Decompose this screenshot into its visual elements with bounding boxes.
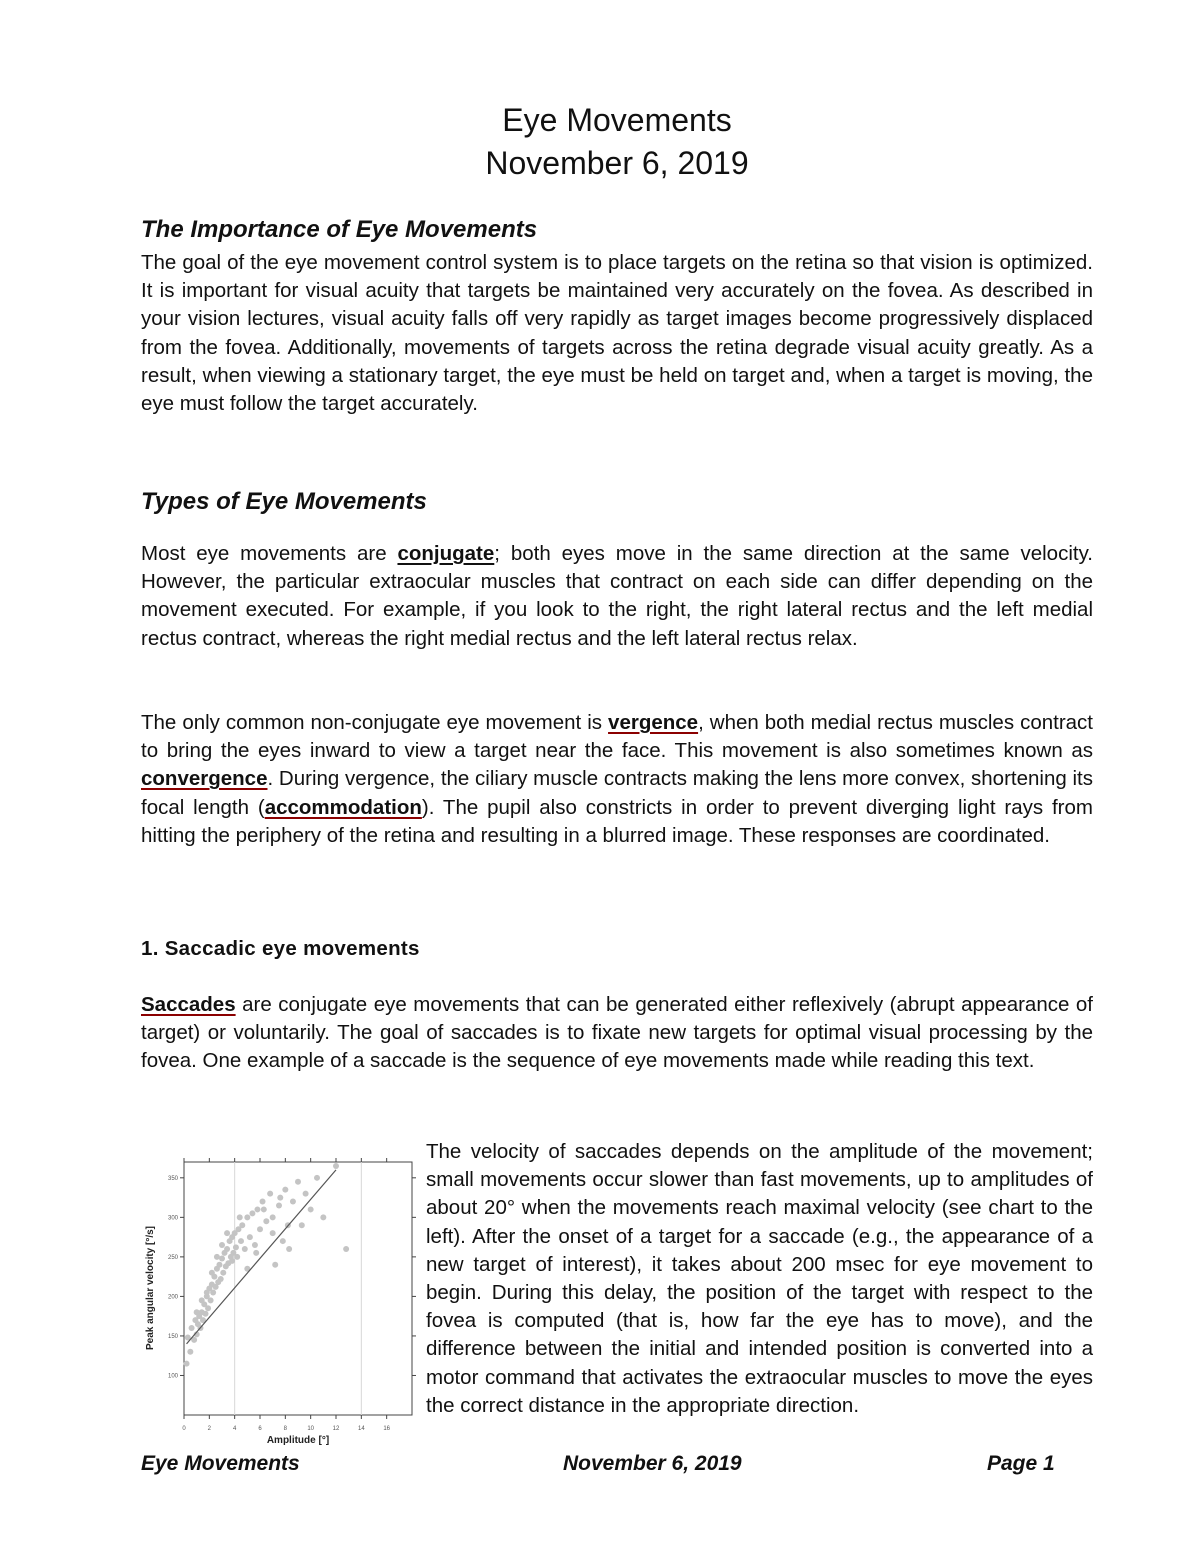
chart-data-point bbox=[270, 1230, 276, 1236]
text-span: ). The pupil also constricts in order to prevent diverging light rays from hitting the periphery of the retina and resulting in a blurred image. These responses are coordinated. bbox=[141, 795, 1093, 847]
chart-x-tick-label: 4 bbox=[232, 1426, 237, 1432]
text-span: ; both eyes move in the same direction at the same velocity. However, the particular extraocular muscles that contract on each side can differ depending on the movement executed. For example, if you look to the right, the right lateral rectus and the left medial rectus contract, whereas the right medial rectus and the left lateral rectus relax. bbox=[141, 542, 1094, 650]
chart-y-tick-label: 250 bbox=[167, 1254, 178, 1261]
chart-x-tick-label: 14 bbox=[357, 1426, 365, 1432]
chart-y-tick-label: 200 bbox=[167, 1294, 178, 1301]
chart-data-point bbox=[187, 1349, 193, 1355]
chart-data-point bbox=[261, 1206, 267, 1212]
text-span: The only common non-conjugate eye movement is bbox=[141, 711, 609, 734]
chart-y-tick-label: 100 bbox=[167, 1373, 178, 1380]
paragraph-conjugate bbox=[141, 540, 1093, 653]
text-span: are conjugate eye movements that can be generated either reflexively (abrupt appearance of target) or voluntarily. The goal of saccades is to fixate new targets for optimal visual processing by the fovea. One example of a saccade is the sequence of eye movements made while reading this text. bbox=[141, 993, 1093, 1073]
heading-types: Types of Eye Movements bbox=[141, 488, 427, 515]
chart-data-point bbox=[229, 1258, 235, 1264]
chart-data-point bbox=[290, 1199, 296, 1205]
chart-data-point bbox=[224, 1246, 230, 1252]
term-vergence: vergence bbox=[608, 711, 699, 734]
chart-data-point bbox=[224, 1230, 230, 1236]
page-footer bbox=[141, 1452, 1061, 1482]
chart-data-point bbox=[210, 1289, 216, 1295]
chart-data-point bbox=[214, 1254, 220, 1260]
chart-data-point bbox=[239, 1222, 245, 1228]
paragraph-vergence bbox=[141, 709, 1093, 850]
chart-data-point bbox=[260, 1199, 266, 1205]
chart-data-point bbox=[282, 1187, 288, 1193]
page-date: November 6, 2019 bbox=[485, 145, 749, 181]
chart-data-point bbox=[219, 1255, 225, 1261]
chart-data-point bbox=[257, 1226, 263, 1232]
chart-x-tick-label: 0 bbox=[182, 1426, 186, 1432]
chart-data-point bbox=[308, 1206, 314, 1212]
chart-y-tick-label: 300 bbox=[167, 1215, 178, 1222]
chart-data-point bbox=[303, 1191, 309, 1197]
chart-data-point bbox=[220, 1270, 226, 1276]
chart-data-point bbox=[277, 1195, 283, 1201]
chart-data-point bbox=[343, 1246, 349, 1252]
chart-x-tick-label: 2 bbox=[207, 1426, 212, 1432]
chart-data-point bbox=[253, 1250, 259, 1256]
text-span: Most eye movements are bbox=[141, 542, 398, 565]
paragraph-saccades bbox=[141, 991, 1093, 1076]
chart-x-tick-label: 8 bbox=[283, 1426, 288, 1432]
chart-data-point bbox=[205, 1305, 211, 1311]
chart-data-point bbox=[203, 1311, 209, 1317]
chart-data-point bbox=[270, 1214, 276, 1220]
chart-x-axis-label: Amplitude [°] bbox=[266, 1435, 330, 1446]
paragraph-importance: The goal of the eye movement control system is to place targets on the retina so that vision is optimized. It is important for visual acuity that targets be maintained very accurately on the fovea. As described in your vision lectures, visual acuity falls off very rapidly as target images become progressively displaced from the fovea. Additionally, movements of targets across the retina degrade visual acuity greatly. As a result, when viewing a stationary target, the eye must be held on target and, when a target is moving, the eye must follow the target accurately. bbox=[141, 251, 1093, 416]
chart-y-tick-label: 150 bbox=[167, 1333, 178, 1340]
chart-data-point bbox=[244, 1214, 250, 1220]
term-conjugate: conjugate bbox=[397, 542, 495, 565]
chart-data-point bbox=[295, 1179, 301, 1185]
chart-data-point bbox=[280, 1238, 286, 1244]
chart-data-point bbox=[263, 1218, 269, 1224]
chart-data-point bbox=[184, 1361, 190, 1367]
chart-data-point bbox=[286, 1246, 292, 1252]
heading-saccadic: 1. Saccadic eye movements bbox=[141, 937, 420, 960]
chart-data-point bbox=[204, 1289, 210, 1295]
chart-data-point bbox=[209, 1270, 215, 1276]
chart-data-point bbox=[333, 1163, 339, 1169]
chart-y-tick-label: 350 bbox=[167, 1175, 178, 1182]
chart-x-tick-label: 10 bbox=[307, 1426, 315, 1432]
chart-data-point bbox=[237, 1214, 243, 1220]
heading-importance: The Importance of Eye Movements bbox=[141, 216, 538, 243]
chart-data-point bbox=[194, 1309, 200, 1315]
chart-data-point bbox=[276, 1202, 282, 1208]
chart-data-point bbox=[299, 1222, 305, 1228]
chart-x-tick-label: 6 bbox=[258, 1426, 262, 1432]
chart-data-point bbox=[247, 1234, 253, 1240]
chart-data-point bbox=[238, 1238, 244, 1244]
footer-page-number: Page 1 bbox=[987, 1452, 1055, 1475]
chart-data-point bbox=[199, 1297, 205, 1303]
chart-y-axis-label: Peak angular velocity [°/s] bbox=[145, 1225, 156, 1351]
term-convergence: convergence bbox=[141, 767, 268, 791]
chart-x-tick-label: 16 bbox=[383, 1426, 391, 1432]
chart-data-point bbox=[189, 1325, 195, 1331]
chart-data-point bbox=[219, 1242, 225, 1248]
text-span: , when both medial rectus muscles contract to bring the eyes inward to view a target near the face. This movement is also sometimes known as bbox=[141, 711, 1094, 763]
page-title: Eye Movements bbox=[502, 102, 732, 138]
footer-title: Eye Movements bbox=[141, 1452, 300, 1475]
chart-data-point bbox=[242, 1246, 248, 1252]
text-span: . During vergence, the ciliary muscle contracts making the lens more convex, shortening its focal length ( bbox=[141, 767, 1093, 819]
chart-data-point bbox=[233, 1244, 239, 1250]
chart-data-point bbox=[218, 1276, 224, 1282]
chart-data-point bbox=[314, 1175, 320, 1181]
chart-data-point bbox=[254, 1206, 260, 1212]
term-accommodation: accommodation bbox=[264, 795, 422, 819]
chart-data-point bbox=[234, 1254, 240, 1260]
chart-data-point bbox=[208, 1297, 214, 1303]
chart-x-tick-label: 12 bbox=[332, 1426, 340, 1432]
chart-fit-line bbox=[187, 1170, 336, 1344]
chart-data-point bbox=[252, 1242, 258, 1248]
term-saccades: Saccades bbox=[141, 993, 236, 1016]
paragraph-saccade-velocity: The velocity of saccades depends on the amplitude of the movement; small movements occur slower than fast movements, up to amplitudes of about 20° when the movements reach maximal velocity (see chart to the left). After the onset of a target for a saccade (e.g., the appearance of a new target of interest), it takes about 200 msec for eye movement to begin. During this delay, the position of the target with respect to the fovea is computed (that is, how far the eye has to move), and the difference between the initial and intended position is converted into a motor command that activates the extraocular muscles to move the eyes the correct distance in the appropriate direction. bbox=[426, 1140, 1093, 1417]
footer-date: November 6, 2019 bbox=[563, 1452, 742, 1475]
chart-data-point bbox=[267, 1191, 273, 1197]
chart-data-point bbox=[320, 1214, 326, 1220]
saccade-velocity-chart bbox=[135, 1150, 417, 1450]
chart-data-point bbox=[216, 1262, 222, 1268]
chart-data-point bbox=[272, 1262, 278, 1268]
chart-data-point bbox=[249, 1210, 255, 1216]
